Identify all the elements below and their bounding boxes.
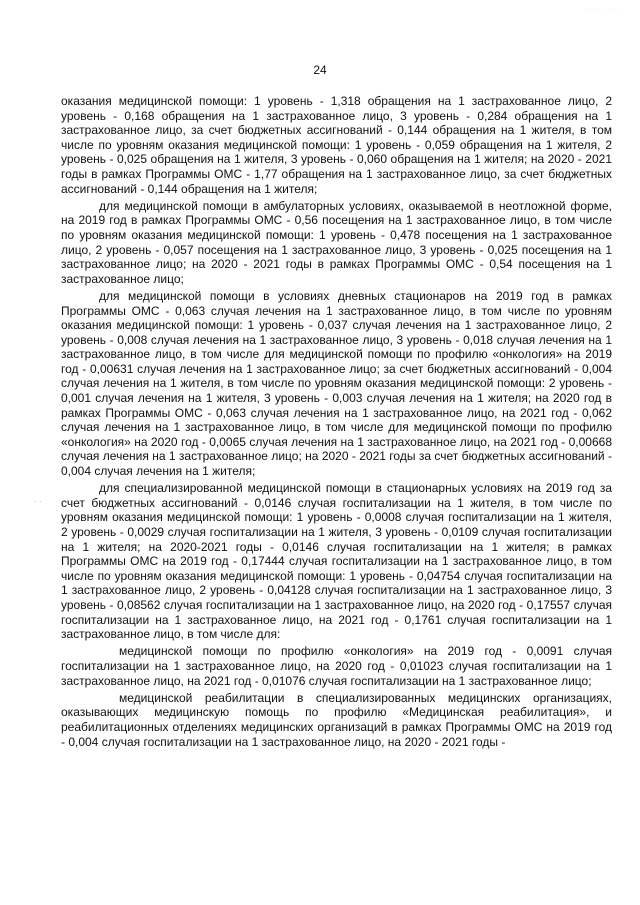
document-body	[61, 94, 612, 752]
scan-margin-mark: · ·	[34, 497, 42, 506]
paragraph-oncology: медицинской помощи по профилю «онкология» на 2019 год - 0,0091 случая госпитализации на 1 застрахованное лицо, на 2020 год - 0,01023 случая госпитализации на 1 застрахованное лицо, на 2021 год - 0,01076 случая госпитализации на 1 застрахованное лицо;	[61, 644, 612, 688]
paragraph-day-hospital: для медицинской помощи в условиях дневных стационаров на 2019 год в рамках Программы ОМС - 0,063 случая лечения на 1 застрахованное лицо, в том числе по уровням оказания медицинской помощи: 1 уровень - 0,037 случая лечения на 1 застрахованное лицо, 2 уровень - 0,008 случая лечения на 1 застрахованное лицо, 3 уровень - 0,018 случая лечения на 1 застрахованное лицо, в том числе для медицинской помощи по профилю «онкология» на 2019 год - 0,00631 случая лечения на 1 застрахованное лицо; за счет бюджетных ассигнований - 0,004 случая лечения на 1 жителя, в том числе по уровням оказания медицинской помощи: 2 уровень - 0,001 случая лечения на 1 жителя, 3 уровень - 0,003 случая лечения на 1 жителя; на 2020 год в рамках Программы ОМС - 0,063 случая лечения на 1 застрахованное лицо, на 2021 год - 0,062 случая лечения на 1 застрахованное лицо, в том числе для медицинской помощи по профилю «онкология» на 2020 год - 0,0065 случая лечения на 1 застрахованное лицо, на 2021 год - 0,00668 случая лечения на 1 застрахованное лицо; на 2020 - 2021 годы за счет бюджетных ассигнований - 0,004 случая лечения на 1 жителя;	[61, 288, 612, 479]
paragraph-inpatient: для специализированной медицинской помощи в стационарных условиях на 2019 год за счет бюджетных ассигнований - 0,0146 случая госпитализации на 1 жителя, в том числе по уровням оказания медицинской помощи: 1 уровень - 0,0008 случая госпитализации на 1 жителя, 2 уровень - 0,0029 случая госпитализации на 1 жителя, 3 уровень - 0,0109 случая госпитализации на 1 жителя; на 2020-2021 годы - 0,0146 случая госпитализации на 1 жителя; в рамках Программы ОМС на 2019 год - 0,17444 случая госпитализации на 1 застрахованное лицо, в том числе по уровням оказания медицинской помощи: 1 уровень - 0,04754 случая госпитализации на 1 застрахованное лицо, 2 уровень - 0,04128 случая госпитализации на 1 застрахованное лицо, 3 уровень - 0,08562 случая госпитализации на 1 застрахованное лицо, на 2020 год - 0,17557 случая госпитализации на 1 застрахованное лицо, на 2021 год - 0,1761 случая госпитализации на 1 застрахованное лицо, в том числе для:	[61, 481, 612, 642]
paragraph-continuation: оказания медицинской помощи: 1 уровень - 1,318 обращения на 1 застрахованное лицо, 2 уровень - 0,168 обращения на 1 застрахованное лицо, 3 уровень - 0,284 обращения на 1 застрахованное лицо, за счет бюджетных ассигнований - 0,144 обращения на 1 жителя, в том числе по уровням оказания медицинской помощи: 1 уровень - 0,059 обращения на 1 жителя, 2 уровень - 0,025 обращения на 1 жителя, 3 уровень - 0,060 обращения на 1 жителя; на 2020 - 2021 годы в рамках Программы ОМС - 1,77 обращения на 1 застрахованное лицо, за счет бюджетных ассигнований - 0,144 обращения на 1 жителя;	[61, 94, 612, 196]
scan-corner-mark: .... ....	[586, 6, 620, 12]
paragraph-emergency-outpatient: для медицинской помощи в амбулаторных условиях, оказываемой в неотложной форме, на 2019 год в рамках Программы ОМС - 0,56 посещения на 1 застрахованное лицо, в том числе по уровням оказания медицинской помощи: 1 уровень - 0,478 посещения на 1 застрахованное лицо, 2 уровень - 0,057 посещения на 1 застрахованное лицо, 3 уровень - 0,025 посещения на 1 застрахованное лицо; на 2020 - 2021 годы в рамках Программы ОМС - 0,54 посещения на 1 застрахованное лицо;	[61, 198, 612, 286]
page-number: 24	[313, 63, 327, 77]
paragraph-rehabilitation: медицинской реабилитации в специализированных медицинских организациях, оказывающих медицинскую помощь по профилю «Медицинская реабилитация», и реабилитационных отделениях медицинских организаций в рамках Программы ОМС на 2019 год - 0,004 случая госпитализации на 1 застрахованное лицо, на 2020 - 2021 годы -	[61, 690, 612, 749]
